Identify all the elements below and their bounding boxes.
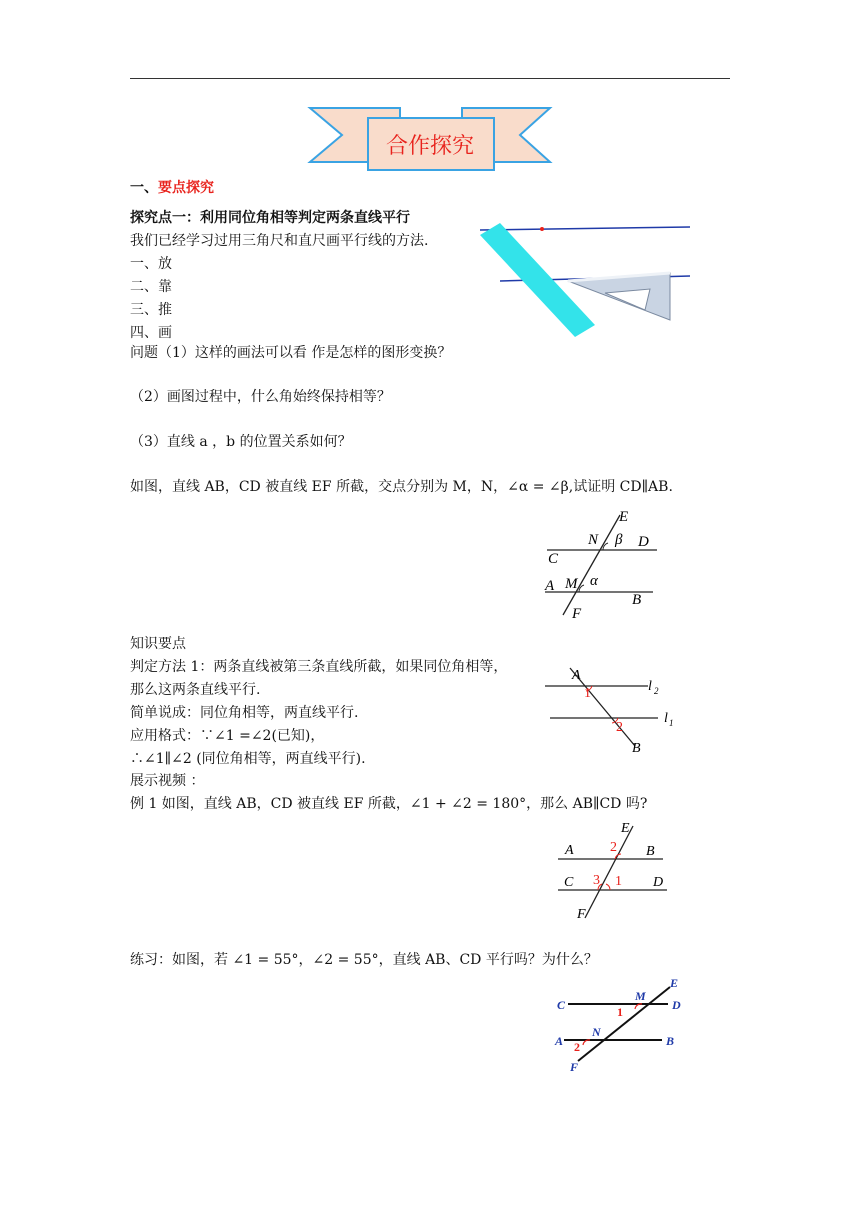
step-lean: 二、靠 [130,279,172,295]
label-2: 2 [610,840,617,855]
ruler-setsquare-figure [480,215,695,345]
transversal-EF [585,826,633,918]
label-l1-sub: 1 [669,718,674,728]
label-1: 1 [615,874,622,889]
example1-figure [555,818,670,928]
label-2: 2 [574,1040,580,1054]
label-beta: β [615,532,623,548]
transversal-EF [563,515,620,615]
label-F: F [572,606,582,622]
label-3: 3 [593,873,600,888]
label-l1: l [664,711,668,726]
label-C: C [548,551,559,567]
practice-figure [550,975,690,1075]
label-alpha: α [590,573,598,589]
step-place: 一、放 [130,256,172,272]
transversal-EF [578,987,670,1061]
angle-1-arc [606,884,610,890]
question-1: 问题（1）这样的画法可以看 作是怎样的图形变换？ [130,345,452,361]
label-B: B [632,741,641,756]
label-F: F [570,1060,579,1074]
label-A: A [555,1034,564,1048]
label-C: C [564,875,574,890]
label-N: N [592,1025,601,1039]
step-draw: 四、画 [130,325,172,341]
example1-text: 例 1 如图，直线 AB，CD 被直线 EF 所截，∠1 + ∠2 = 180°，那么 AB∥CD 吗? [130,796,648,812]
label-B: B [646,844,655,859]
proof-figure [535,505,660,625]
top-rule [130,78,730,79]
label-A: A [545,578,555,594]
label-D: D [638,534,649,550]
label-E: E [670,976,679,990]
label-l2: l [648,679,652,694]
label-1: 1 [584,686,591,701]
label-E: E [619,509,629,525]
knowledge-simple: 简单说成：同位角相等，两直线平行. [130,705,359,721]
label-M: M [565,576,578,592]
question-3: （3）直线 a ，b 的位置关系如何？ [130,434,352,450]
point1-title: 探究点一：利用同位角相等判定两条直线平行 [130,210,410,226]
knowledge-method: 判定方法 1：两条直线被第三条直线所截，如果同位角相等， [130,659,508,675]
label-2: 2 [616,720,623,735]
label-D: D [672,998,681,1012]
section-number: 一、 [130,180,158,196]
section-heading [130,178,214,198]
knowledge-therefore: ∴∠1∥∠2 (同位角相等，两直线平行). [130,751,366,767]
knowledge-method-cont: 那么这两条直线平行. [130,682,261,698]
label-B: B [666,1034,675,1048]
practice-text: 练习：如图，若 ∠1 = 55°，∠2 = 55°，直线 AB、CD 平行吗？为什么？ [130,952,598,968]
label-M: M [635,989,646,1003]
method-figure [540,660,680,760]
step-push: 三、推 [130,302,172,318]
label-B: B [632,592,642,608]
proof-statement: 如图，直线 AB，CD 被直线 EF 所截，交点分别为 M，N，∠α = ∠β,试证明 CD∥AB. [130,479,673,495]
parallel-line-top [480,227,690,230]
label-A: A [565,843,574,858]
point-marker [540,227,544,231]
label-E: E [621,821,630,836]
section-title: 要点探究 [158,180,214,196]
knowledge-title: 知识要点 [130,636,186,652]
label-1: 1 [617,1005,623,1019]
question-2: （2）画图过程中，什么角始终保持相等？ [130,389,391,405]
label-D: D [653,875,664,890]
label-N: N [588,532,599,548]
point1-intro: 我们已经学习过用三角尺和直尺画平行线的方法. [130,233,429,249]
video-label: 展示视频 ： [130,773,205,789]
banner-title: 合作探究 [385,133,474,159]
label-A: A [572,668,581,683]
label-C: C [557,998,566,1012]
label-l2-sub: 2 [654,686,659,696]
knowledge-format: 应用格式：∵∠1 =∠2(已知)， [130,728,325,744]
label-F: F [577,907,586,922]
